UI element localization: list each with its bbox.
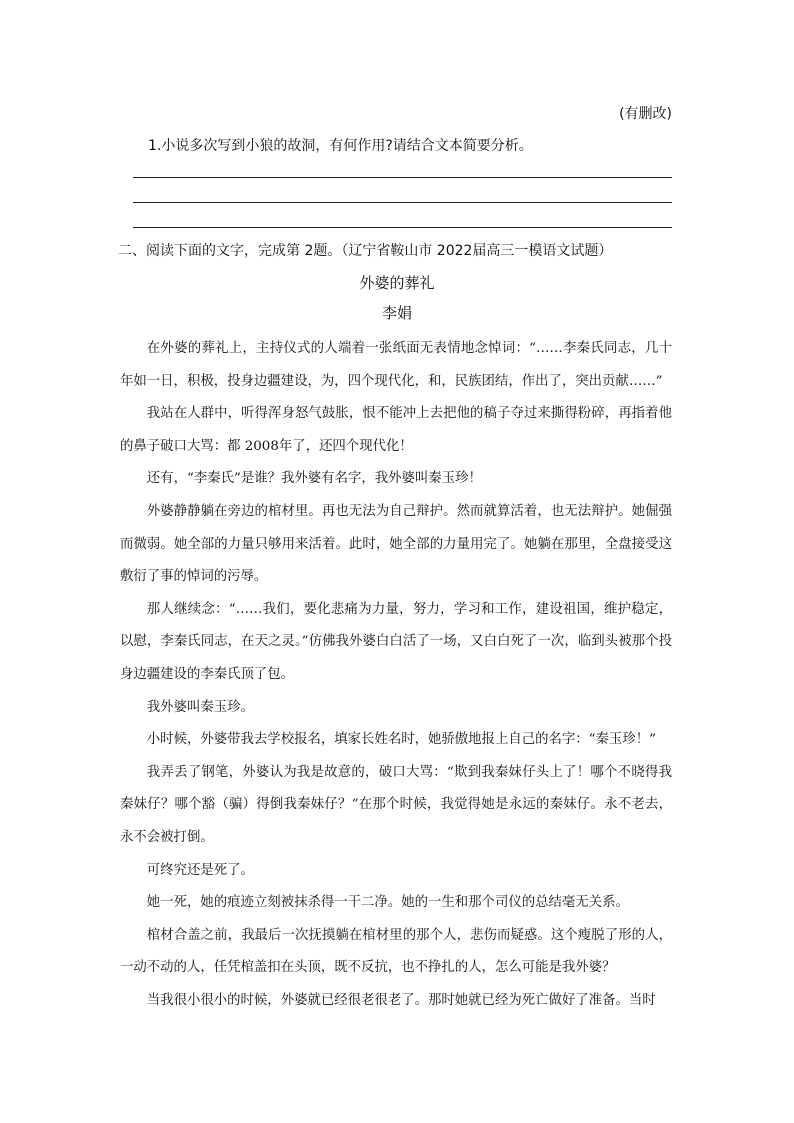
paragraph: 小时候，外婆带我去学校报名，填家长姓名时，她骄傲地报上自己的名字：“秦玉珍！”	[146, 732, 656, 748]
paragraph: 棺材合盖之前，我最后一次抚摸躺在棺材里的那个人，悲伤而疑惑。这个瘦脱了形的人，一动不动的人，任凭棺盖扣在头顶，既不反抗，也不挣扎的人，怎么可能是我外婆？	[120, 927, 672, 976]
edit-note: (有删改)	[619, 106, 672, 122]
paragraph: 可终究还是死了。	[146, 862, 254, 878]
article-author: 李娟	[381, 304, 412, 322]
paragraph: 我弄丢了钢笔，外婆认为我是故意的，破口大骂：“欺到我秦妹仔头上了！哪个不晓得我秦妹仔？哪个豁（骗）得倒我秦妹仔？”在那个时候，我觉得她是永远的秦妹仔。永不老去，永不会被打倒。	[120, 764, 672, 845]
answer-line	[133, 177, 672, 178]
paragraph: 我站在人群中，听得浑身怒气鼓胀，恨不能冲上去把他的稿子夺过来撕得粉碎，再指着他的鼻子破口大骂：都 2008年了，还四个现代化！	[120, 406, 672, 454]
paragraph: 在外婆的葬礼上，主持仪式的人端着一张纸面无表情地念悼词：“……李秦氏同志，几十年如一日，积极，投身边疆建设，为，四个现代化，和，民族团结，作出了，突出贡献……”	[120, 341, 672, 389]
paragraph: 还有，“李秦氏”是谁？我外婆有名字，我外婆叫秦玉珍！	[146, 471, 482, 487]
paragraph: 当我很小很小的时候，外婆就已经很老很老了。那时她就已经为死亡做好了准备。当时	[146, 992, 656, 1008]
question-1: 1.小说多次写到小狼的故洞，有何作用?请结合文本简要分析。	[148, 138, 533, 154]
article-title: 外婆的葬礼	[359, 274, 435, 292]
paragraph: 那人继续念：“……我们，要化悲痛为力量，努力，学习和工作，建设祖国，维护稳定，以慰，李秦氏同志，在天之灵。”仿佛我外婆白白活了一场，又白白死了一次，临到头被那个投身边疆建设的李秦氏顶了包。	[120, 601, 672, 682]
paragraph: 外婆静静躺在旁边的棺材里。再也无法为自己辩护。然而就算活着，也无法辩护。她倔强而微弱。她全部的力量只够用来活着。此时，她全部的力量用完了。她躺在那里，全盘接受这敷衍了事的悼词的污辱。	[120, 503, 672, 585]
section-heading: 二、阅读下面的文字，完成第 2题。（辽宁省鞍山市 2022届高三一模语文试题）	[118, 243, 613, 259]
article-body	[120, 333, 672, 1017]
answer-line	[133, 202, 672, 203]
paragraph: 她一死，她的痕迹立刻被抹杀得一干二净。她的一生和那个司仪的总结毫无关系。	[146, 895, 629, 911]
paragraph: 我外婆叫秦玉珍。	[146, 699, 254, 715]
answer-line	[133, 227, 672, 228]
